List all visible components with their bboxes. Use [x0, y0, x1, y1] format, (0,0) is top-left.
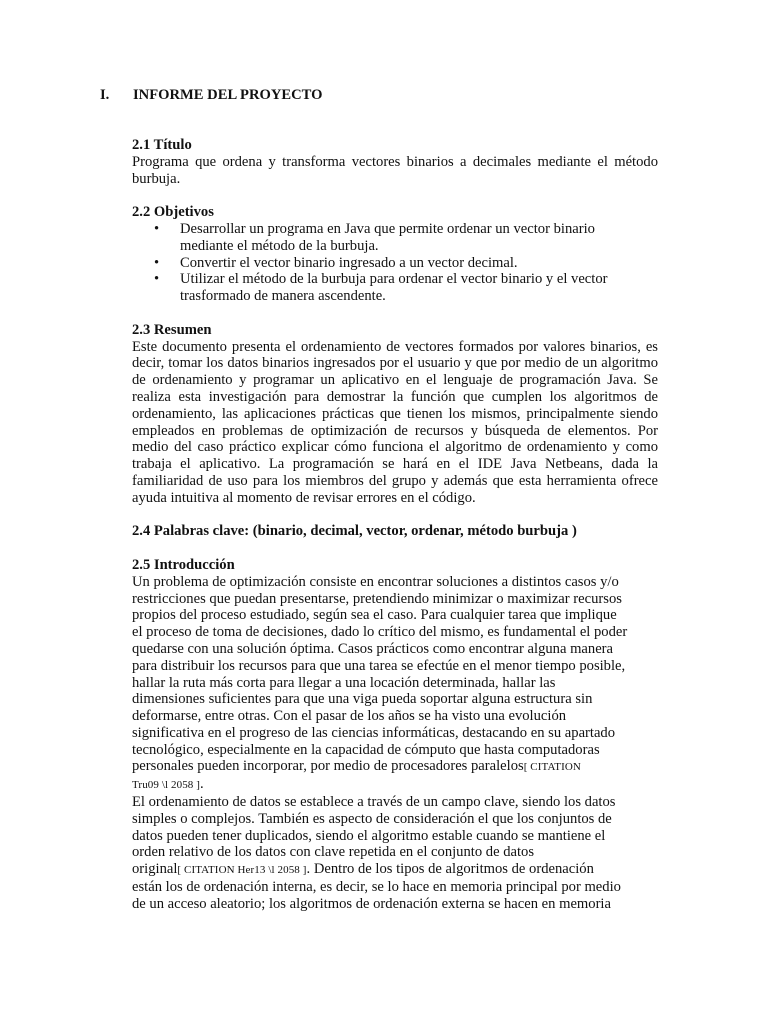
objetivo-text: Convertir el vector binario ingresado a un vector decimal.: [180, 254, 518, 271]
objetivos-list: [132, 221, 658, 305]
text-line: de un acceso aleatorio; los algoritmos de ordenación externa se hacen en memoria: [132, 895, 611, 912]
section-resumen-text: Este documento presenta el ordenamiento de vectores formados por valores binarios, es decir, tomar los datos binarios ingresados por el usuario y que por medio de un algoritmo de ordenamiento y programar un aplicativo en el lenguaje de programación Java. Se realiza esta investigación para demostrar la función que cumplen los algoritmos de ordenamiento, las aplicaciones prácticas que tienen los mismos, principalmente siendo empleados en problemas de optimización de recursos y búsqueda de elementos. Por medio del caso práctico explicar cómo funciona el algoritmo de ordenamiento y como trabaja el aplicativo. La programación se hará en el IDE Java Netbeans, dada la familiaridad de uso para los miembros del grupo y además que esta herramienta ofrece ayuda intuitiva al momento de revisar errores en el código.: [132, 338, 658, 506]
section-titulo-text: Programa que ordena y transforma vectores binarios a decimales mediante el método burbuja.: [132, 153, 658, 187]
text-line: deformarse, entre otras. Con el pasar de los años se ha visto una evolución: [132, 708, 567, 725]
text-line: quedarse con una solución óptima. Casos prácticos como encontrar alguna manera: [132, 640, 614, 657]
main-heading-number: I.: [100, 87, 110, 103]
text-line: están los de ordenación interna, es decir, se lo hace en memoria principal por medio: [132, 879, 621, 896]
text-fragment: . Dentro de los tipos de algoritmos de ordenación: [306, 861, 594, 878]
text-line: El ordenamiento de datos se establece a través de un campo clave, siendo los datos: [132, 794, 616, 811]
introduccion-paragraph-2: [132, 794, 658, 913]
text-line: [132, 776, 658, 794]
main-heading-title: INFORME DEL PROYECTO: [133, 87, 323, 103]
text-line: datos pueden tener duplicados, siendo el algoritmo estable cuando se mantiene el: [132, 827, 606, 844]
section-palabras-clave-heading: 2.4 Palabras clave: (binario, decimal, vector, ordenar, método burbuja ): [132, 523, 577, 540]
text-line: simples o complejos. También es aspecto de consideración el que los conjuntos de: [132, 810, 612, 827]
list-item: [132, 221, 658, 255]
text-line: para distribuir los recursos para que una tarea se efectúe en el menor tiempo posible,: [132, 657, 626, 674]
section-objetivos-heading: 2.2 Objetivos: [132, 204, 214, 221]
text-line: Un problema de optimización consiste en encontrar soluciones a distintos casos y/o: [132, 573, 619, 590]
list-item: [132, 255, 658, 272]
text-fragment: .: [200, 776, 204, 793]
objetivo-text: Utilizar el método de la burbuja para ordenar el vector binario y el vector trasformado de manera ascendente.: [180, 271, 608, 305]
section-introduccion-heading: 2.5 Introducción: [132, 556, 235, 573]
introduccion-paragraph-1: [132, 574, 658, 794]
text-fragment: personales pueden incorporar, por medio de procesadores paralelos: [132, 758, 524, 775]
text-line: [132, 758, 658, 776]
section-resumen-heading: 2.3 Resumen: [132, 321, 212, 338]
text-line: restricciones que puedan presentarse, pretendiendo minimizar o maximizar recursos: [132, 590, 622, 607]
citation-field: [ CITATION: [523, 761, 581, 774]
bullet-icon: •: [154, 220, 160, 237]
objetivo-text: Desarrollar un programa en Java que permite ordenar un vector binario mediante el método de la burbuja.: [180, 220, 595, 254]
text-line: el proceso de toma de decisiones, dado lo crítico del mismo, es fundamental el poder: [132, 624, 628, 641]
citation-field: Tru09 \l 2058 ]: [132, 779, 201, 792]
text-line: [132, 861, 658, 879]
text-line: dimensiones suficientes para que una viga pueda soportar alguna estructura sin: [132, 691, 593, 708]
document-body: [132, 137, 658, 913]
text-line: orden relativo de los datos con clave repetida en el conjunto de datos: [132, 844, 534, 861]
main-heading: [100, 87, 322, 104]
text-line: tecnológico, especialmente en la capacidad de cómputo que hasta computadoras: [132, 741, 600, 758]
bullet-icon: •: [154, 254, 160, 271]
text-line: significativa en el progreso de las ciencias informáticas, destacando en su apartado: [132, 724, 616, 741]
text-fragment: original: [132, 861, 178, 878]
citation-field: [ CITATION Her13 \l 2058 ]: [177, 864, 307, 877]
text-line: propios del proceso estudiado, según sea el caso. Para cualquier tarea que implique: [132, 607, 617, 624]
bullet-icon: •: [154, 271, 160, 288]
section-titulo-heading: 2.1 Título: [132, 137, 192, 153]
text-line: hallar la ruta más corta para llegar a una locación determinada, hallar las: [132, 674, 556, 691]
list-item: [132, 271, 658, 305]
